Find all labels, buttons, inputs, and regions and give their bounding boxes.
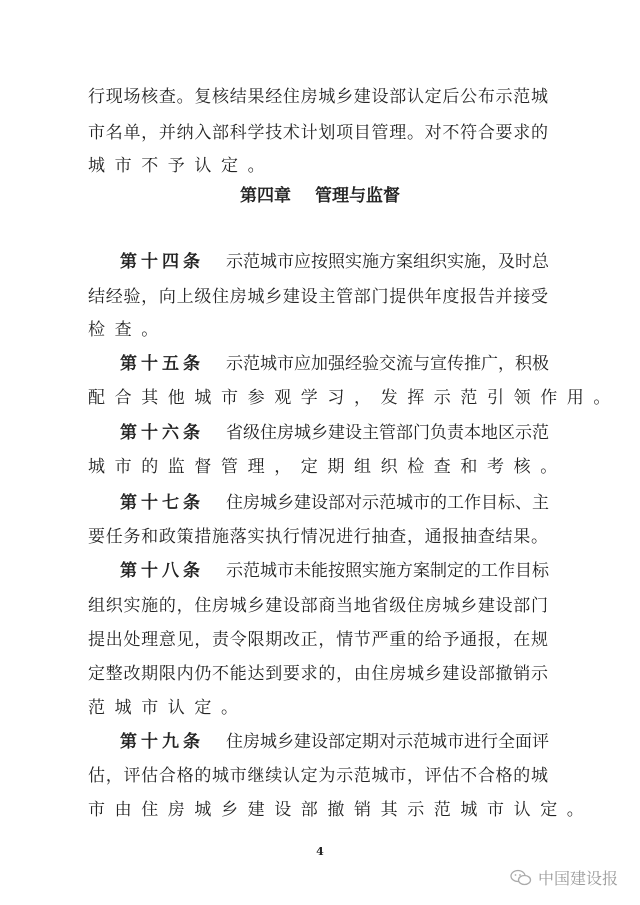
- article-label: 第十八条: [120, 561, 204, 581]
- article-label: 第十九条: [120, 732, 204, 752]
- article-label: 第十五条: [120, 354, 204, 374]
- text-line: 市由住房城乡建设部撤销其示范城市认定。: [88, 800, 594, 820]
- article-label: 第十四条: [120, 252, 204, 272]
- text-line: 组织实施的，住房城乡建设部商当地省级住房城乡建设部门: [88, 596, 548, 616]
- article-label: 第十七条: [120, 493, 204, 513]
- wechat-icon: [510, 869, 532, 887]
- chapter-heading: [0, 185, 640, 207]
- chapter-title: 管理与监督: [315, 186, 400, 206]
- text-line: 范城市认定。: [88, 698, 248, 718]
- text-line: 要任务和政策措施落实执行情况进行抽查，通报抽查结果。: [88, 527, 548, 547]
- chapter-number: 第四章: [240, 186, 291, 206]
- article-15-line: 第十五条 示范城市应加强经验交流与宣传推广，积极: [120, 354, 549, 374]
- article-14-line: 第十四条 示范城市应按照实施方案组织实施，及时总: [120, 252, 549, 272]
- text-line: 配合其他城市参观学习，发挥示范引领作用。: [88, 388, 620, 408]
- text-line: 城市不予认定。: [88, 156, 275, 176]
- article-17-line: 第十七条 住房城乡建设部对示范城市的工作目标、主: [120, 493, 549, 513]
- text-line: 行现场核查。复核结果经住房城乡建设部认定后公布示范城: [88, 87, 548, 107]
- article-18-line: 第十八条 示范城市未能按照实施方案制定的工作目标: [120, 561, 549, 581]
- text-line: 提出处理意见，责令限期改正，情节严重的给予通报，在规: [88, 630, 548, 650]
- watermark: [510, 866, 618, 889]
- text-line: 市名单，并纳入部科学技术计划项目管理。对不符合要求的: [88, 123, 548, 143]
- text-line: 检查。: [88, 320, 168, 340]
- text-line: 结经验，向上级住房城乡建设主管部门提供年度报告并接受: [88, 287, 548, 307]
- text-line: 定整改期限内仍不能达到要求的，由住房城乡建设部撤销示: [88, 664, 548, 684]
- text-line: 城市的监督管理，定期组织检查和考核。: [88, 457, 567, 477]
- watermark-text: 中国建设报: [537, 869, 618, 888]
- text-line: 估，评估合格的城市继续认定为示范城市，评估不合格的城: [88, 766, 548, 786]
- page-number: 4: [316, 845, 324, 858]
- article-label: 第十六条: [120, 423, 204, 443]
- article-16-line: 第十六条 省级住房城乡建设主管部门负责本地区示范: [120, 423, 549, 443]
- article-19-line: 第十九条 住房城乡建设部定期对示范城市进行全面评: [120, 732, 549, 752]
